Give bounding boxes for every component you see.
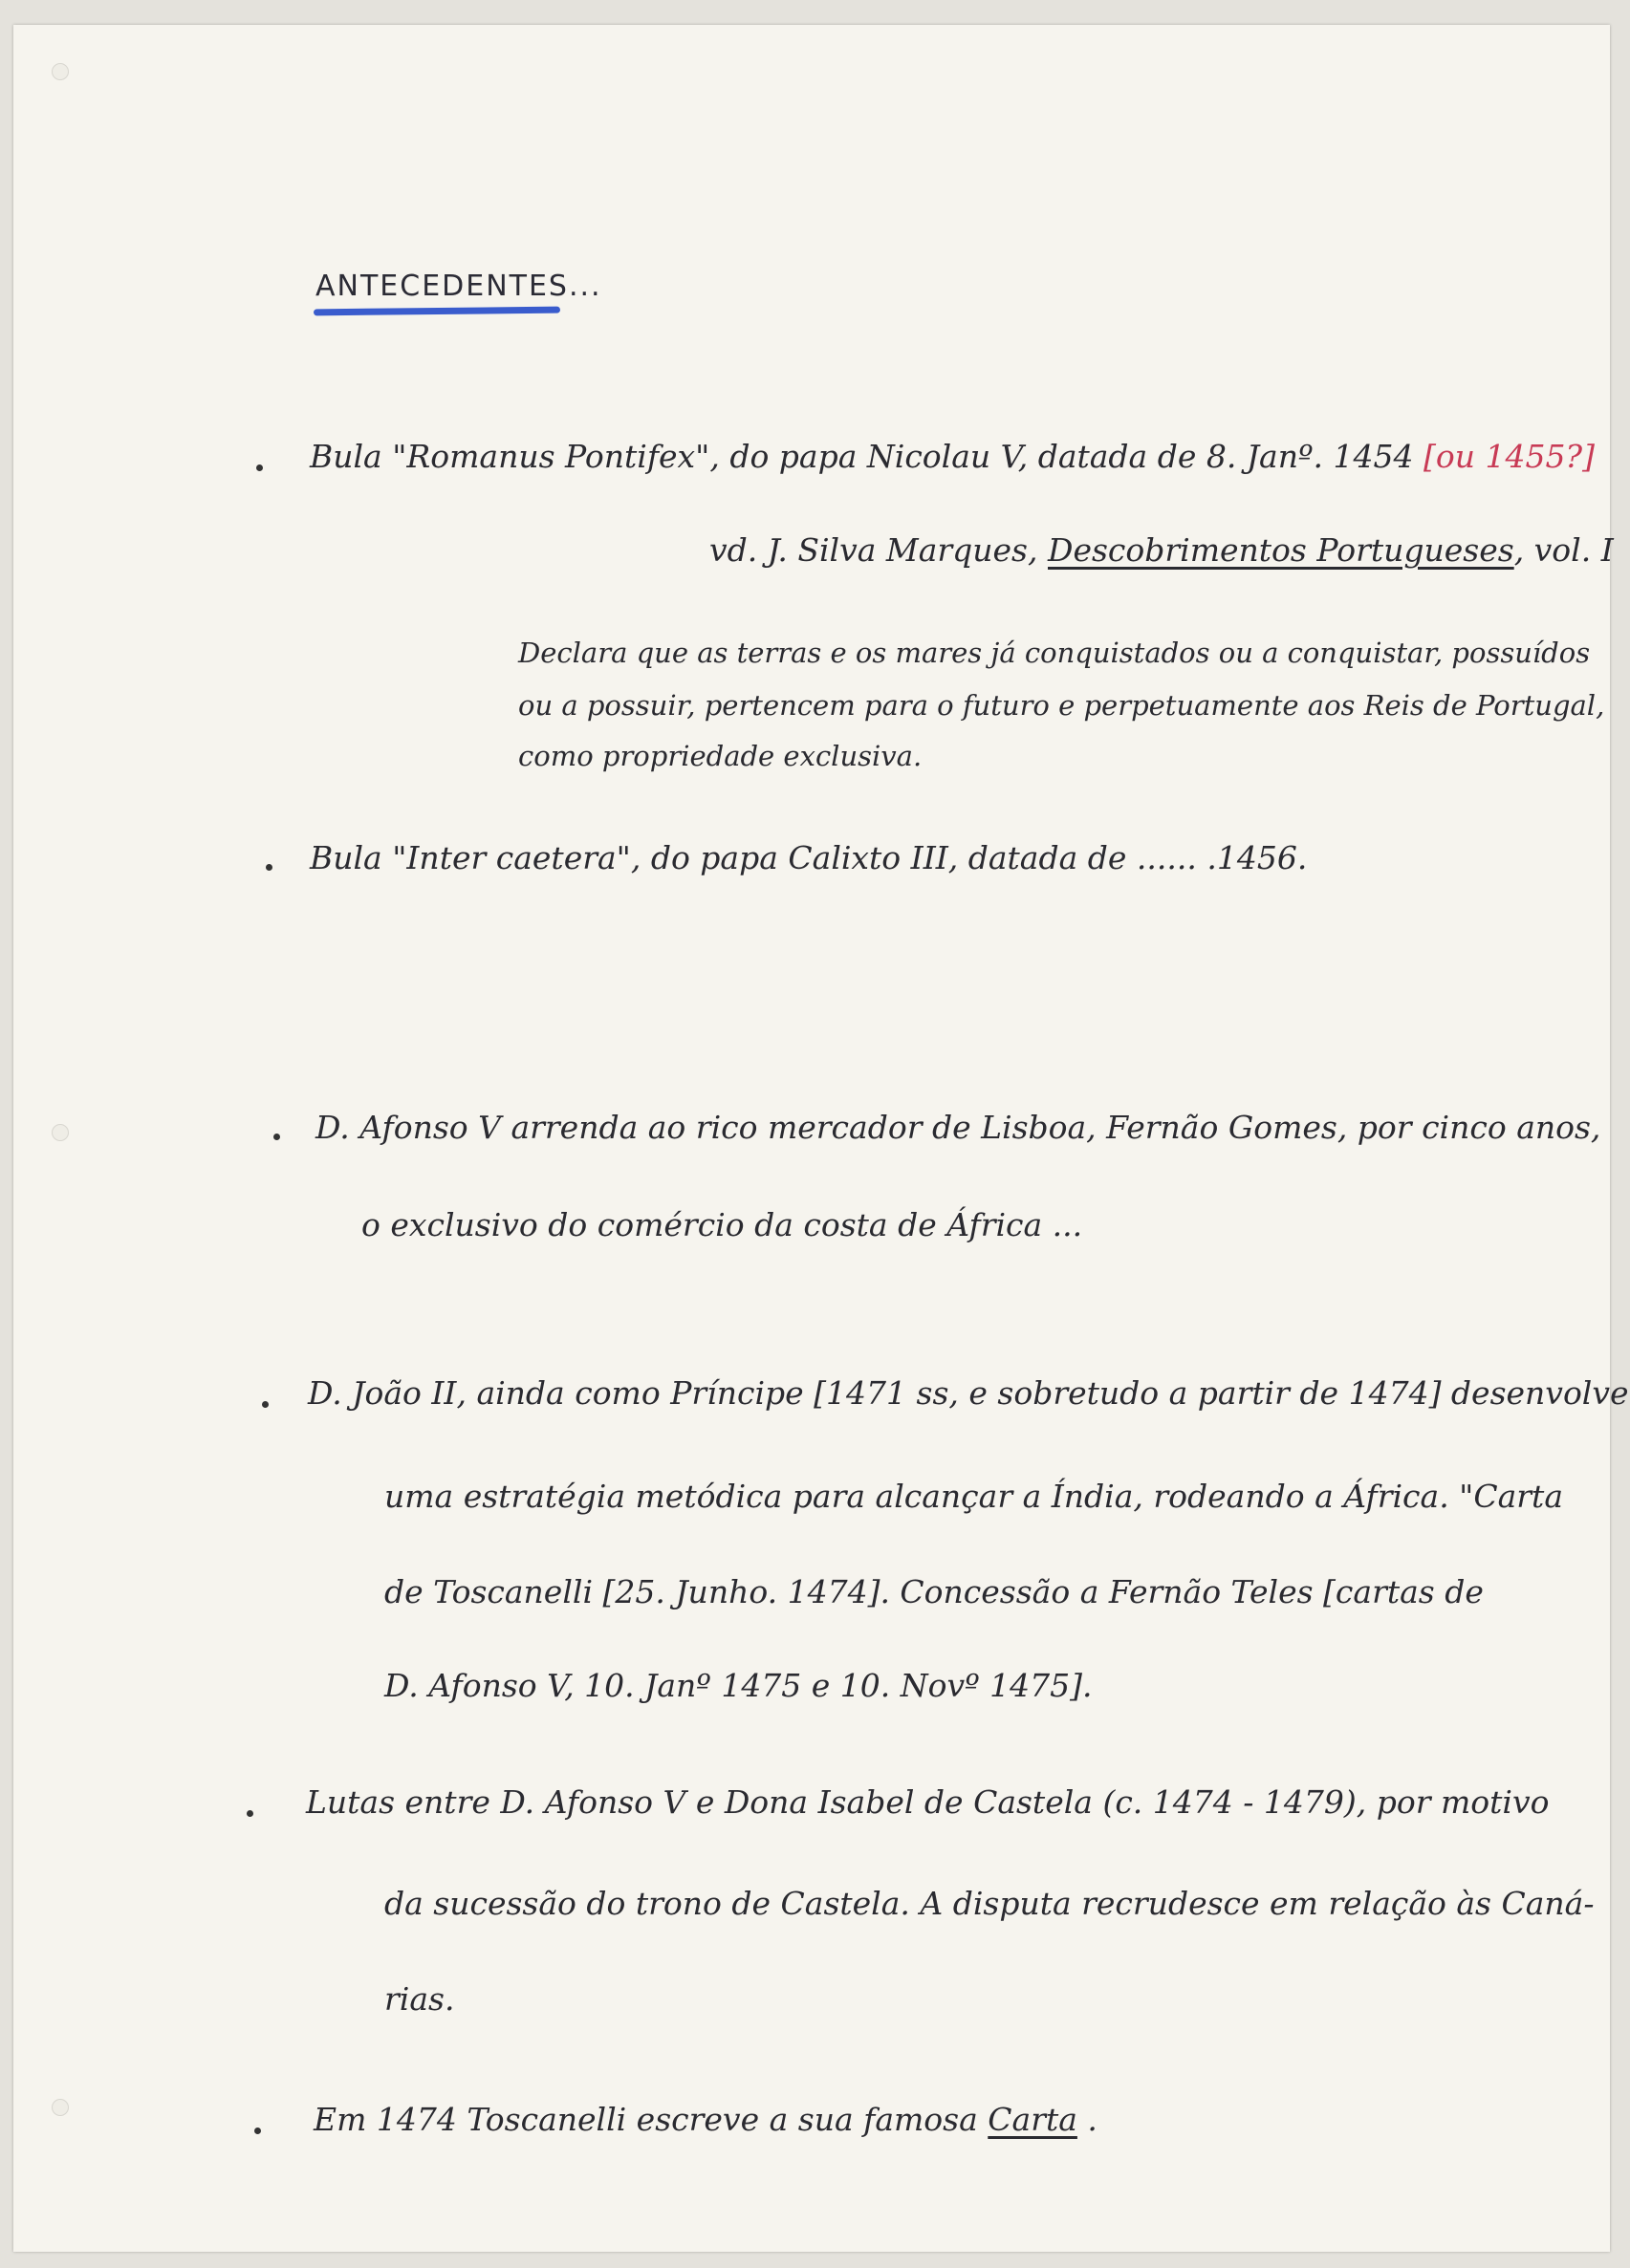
item-6-suffix: .	[1087, 2101, 1098, 2138]
item-3-line: o exclusivo do comércio da costa de África ...	[361, 1206, 1083, 1243]
punch-mark	[52, 63, 69, 80]
bullet-point	[256, 464, 263, 471]
item-1-line	[310, 438, 1595, 475]
item-2-line: Bula "Inter caetera", do papa Calixto III, datada de ...... .1456.	[310, 839, 1308, 876]
item-4-line: de Toscanelli [25. Junho. 1474]. Concessão a Fernão Teles [cartas de	[384, 1573, 1484, 1610]
item-6-line	[314, 2101, 1098, 2138]
reference-suffix: , vol. I	[1513, 531, 1614, 569]
item-4-line: D. Afonso V, 10. Janº 1475 e 10. Novº 1475].	[384, 1667, 1093, 1704]
item-1-text: Bula "Romanus Pontifex", do papa Nicolau V, datada de 8. Janº. 1454	[310, 438, 1414, 475]
title-underline	[314, 307, 560, 316]
reference-title: Descobrimentos Portugueses	[1048, 531, 1514, 569]
reference-prefix: vd. J. Silva Marques,	[709, 531, 1038, 569]
item-5-line: Lutas entre D. Afonso V e Dona Isabel de Castela (c. 1474 - 1479), por motivo	[306, 1783, 1550, 1821]
document-page	[13, 25, 1629, 2252]
item-1-desc-line: ou a possuir, pertencem para o futuro e perpetuamente aos Reis de Portugal,	[518, 689, 1605, 722]
punch-mark	[52, 1124, 69, 1141]
bullet-point	[262, 1401, 269, 1408]
item-4-line: uma estratégia metódica para alcançar a Índia, rodeando a África. "Carta	[384, 1478, 1563, 1515]
bullet-point	[273, 1134, 280, 1140]
item-1-desc-line: Declara que as terras e os mares já conquistados ou a conquistar, possuídos	[518, 637, 1591, 669]
bullet-point	[247, 1810, 253, 1817]
item-6-text: Em 1474 Toscanelli escreve a sua famosa	[314, 2101, 978, 2138]
item-4-line: D. João II, ainda como Príncipe [1471 ss, e sobretudo a partir de 1474] desenvolve	[308, 1374, 1629, 1412]
bullet-point	[266, 864, 272, 871]
punch-mark	[52, 2099, 69, 2116]
bullet-point	[254, 2128, 261, 2134]
item-5-line: rias.	[384, 1980, 455, 2018]
item-1-note: [ou 1455?]	[1423, 438, 1596, 475]
item-3-line: D. Afonso V arrenda ao rico mercador de Lisboa, Fernão Gomes, por cinco anos,	[315, 1109, 1601, 1146]
item-1-reference	[709, 531, 1614, 569]
item-1-desc-line: como propriedade exclusiva.	[518, 740, 923, 772]
item-6-underlined: Carta	[988, 2101, 1077, 2138]
item-5-line: da sucessão do trono de Castela. A disputa recrudesce em relação às Caná-	[384, 1885, 1595, 1922]
page-title: ANTECEDENTES...	[315, 270, 602, 303]
